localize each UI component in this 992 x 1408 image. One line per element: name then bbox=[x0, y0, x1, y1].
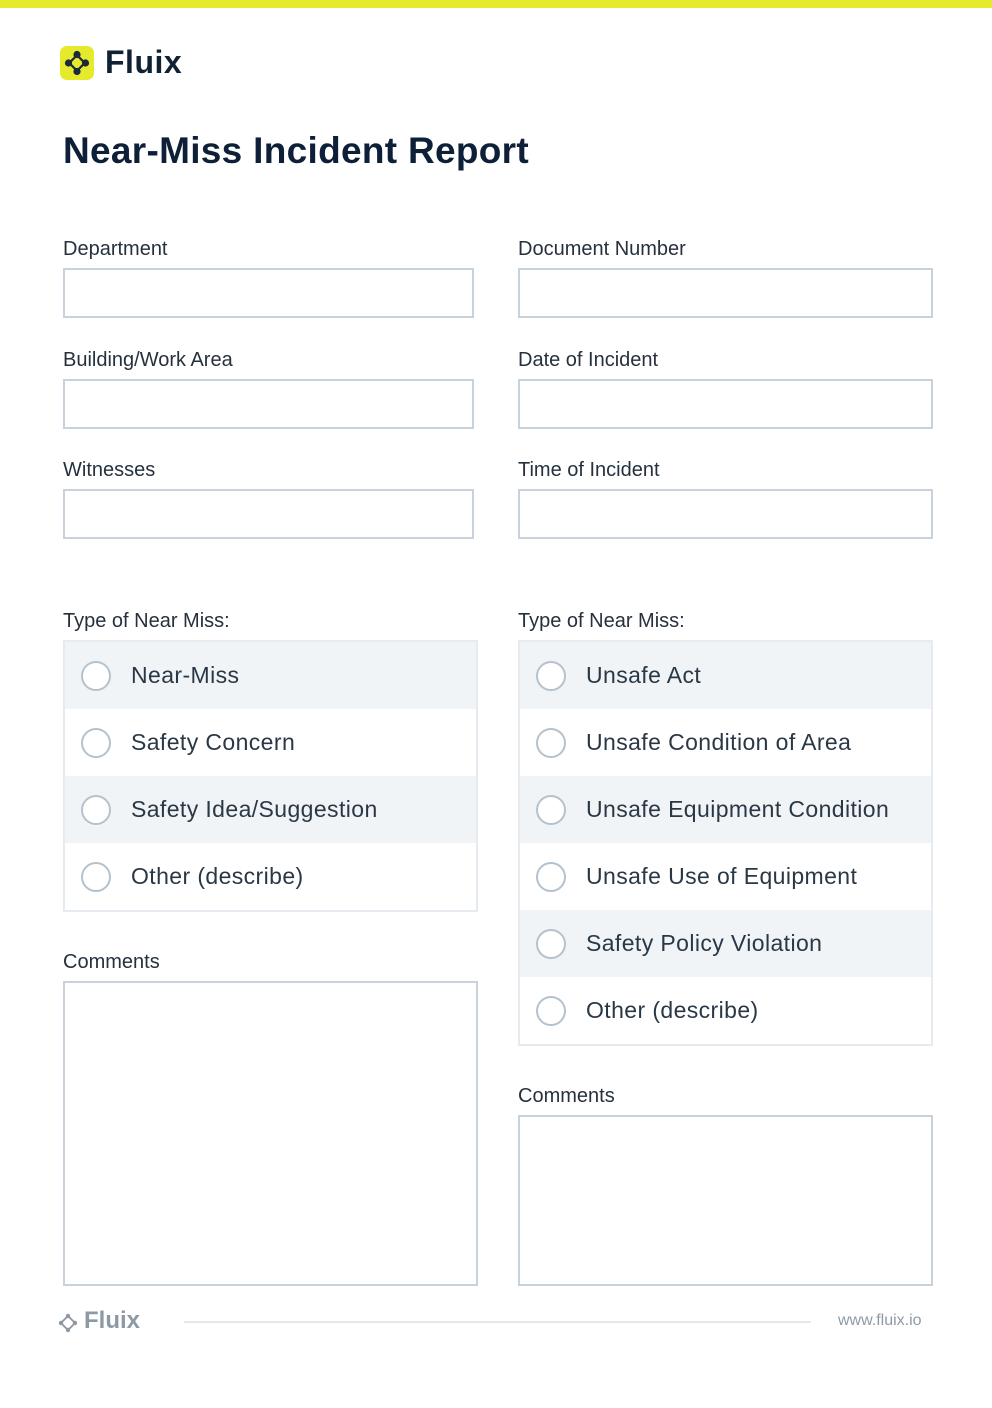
fluix-logo-icon bbox=[60, 46, 94, 80]
option-unsafe-act[interactable] bbox=[520, 642, 931, 709]
option-label: Safety Policy Violation bbox=[586, 930, 823, 956]
option-label: Unsafe Equipment Condition bbox=[586, 796, 890, 822]
option-other-left[interactable] bbox=[65, 843, 476, 910]
time-field[interactable] bbox=[518, 489, 933, 539]
top-accent-bar bbox=[0, 0, 992, 8]
footer-url[interactable]: www.fluix.io bbox=[838, 1312, 922, 1329]
right-comments-field[interactable] bbox=[518, 1115, 933, 1286]
department-label: Department bbox=[63, 238, 168, 260]
left-comments-label: Comments bbox=[63, 951, 160, 973]
header-logo bbox=[60, 44, 182, 81]
option-unsafe-equipment-condition[interactable] bbox=[520, 776, 931, 843]
option-unsafe-condition-area[interactable] bbox=[520, 709, 931, 776]
footer-brand: Fluix bbox=[84, 1307, 141, 1334]
option-safety-policy-violation[interactable] bbox=[520, 910, 931, 977]
radio-circle-icon[interactable] bbox=[536, 862, 566, 892]
option-label: Unsafe Act bbox=[586, 662, 702, 688]
option-label: Unsafe Use of Equipment bbox=[586, 863, 858, 889]
right-option-list bbox=[518, 640, 933, 1046]
option-label: Other (describe) bbox=[586, 997, 759, 1023]
radio-circle-icon[interactable] bbox=[81, 862, 111, 892]
radio-circle-icon[interactable] bbox=[536, 661, 566, 691]
right-type-heading: Type of Near Miss: bbox=[518, 610, 685, 632]
witnesses-label: Witnesses bbox=[63, 459, 156, 481]
option-label: Unsafe Condition of Area bbox=[586, 729, 852, 755]
option-safety-concern[interactable] bbox=[65, 709, 476, 776]
fluix-logo-icon bbox=[58, 1313, 74, 1329]
building-field[interactable] bbox=[63, 379, 474, 429]
option-other-right[interactable] bbox=[520, 977, 931, 1044]
left-comments-field[interactable] bbox=[63, 981, 478, 1286]
option-unsafe-use-equipment[interactable] bbox=[520, 843, 931, 910]
option-label: Safety Idea/Suggestion bbox=[131, 796, 378, 822]
building-label: Building/Work Area bbox=[63, 349, 233, 371]
option-label: Safety Concern bbox=[131, 729, 296, 755]
left-type-heading: Type of Near Miss: bbox=[63, 610, 230, 632]
radio-circle-icon[interactable] bbox=[536, 728, 566, 758]
date-label: Date of Incident bbox=[518, 349, 659, 371]
option-label: Other (describe) bbox=[131, 863, 304, 889]
radio-circle-icon[interactable] bbox=[536, 996, 566, 1026]
witnesses-field[interactable] bbox=[63, 489, 474, 539]
option-near-miss[interactable] bbox=[65, 642, 476, 709]
radio-circle-icon[interactable] bbox=[81, 661, 111, 691]
option-label: Near-Miss bbox=[131, 662, 240, 688]
footer-divider bbox=[184, 1321, 811, 1323]
radio-circle-icon[interactable] bbox=[81, 728, 111, 758]
logo-text: Fluix bbox=[105, 44, 183, 80]
document-number-label: Document Number bbox=[518, 238, 686, 260]
footer-logo bbox=[58, 1307, 140, 1335]
page-title: Near-Miss Incident Report bbox=[63, 130, 529, 171]
right-comments-label: Comments bbox=[518, 1085, 615, 1107]
document-number-field[interactable] bbox=[518, 268, 933, 318]
radio-circle-icon[interactable] bbox=[536, 929, 566, 959]
time-label: Time of Incident bbox=[518, 459, 660, 481]
department-field[interactable] bbox=[63, 268, 474, 318]
date-field[interactable] bbox=[518, 379, 933, 429]
left-option-list bbox=[63, 640, 478, 912]
radio-circle-icon[interactable] bbox=[536, 795, 566, 825]
option-safety-idea[interactable] bbox=[65, 776, 476, 843]
radio-circle-icon[interactable] bbox=[81, 795, 111, 825]
